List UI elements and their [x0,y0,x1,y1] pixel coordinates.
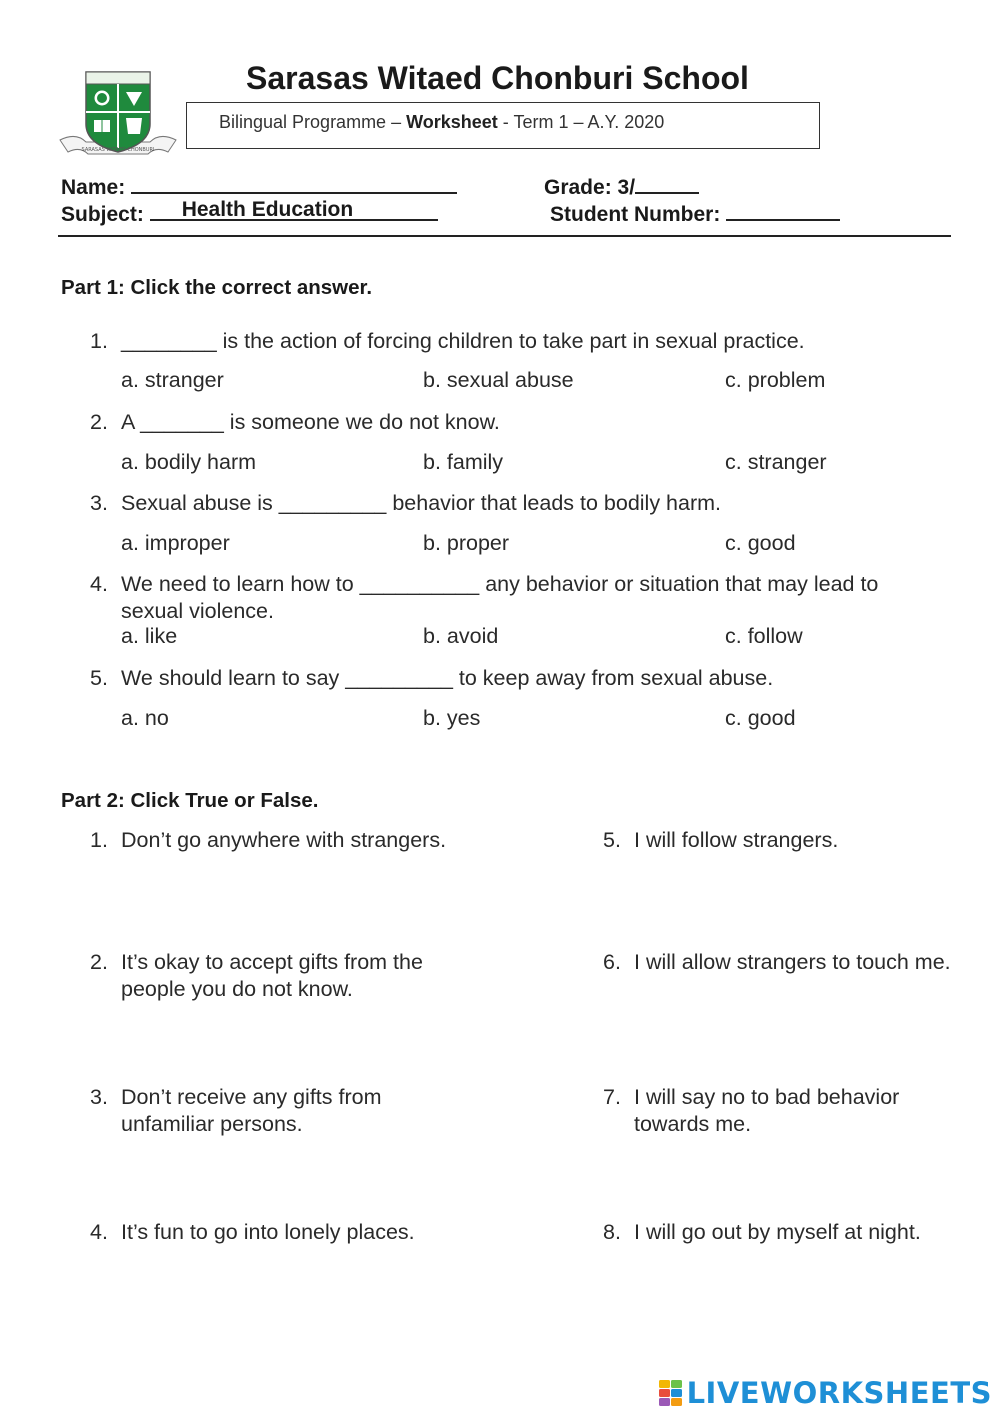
q1-option-b[interactable]: b. sexual abuse [423,368,574,392]
tf-statement-5 [603,827,953,887]
question-text: ________ is the action of forcing children to take part in sexual practice. [121,329,805,353]
tf-statement-2 [90,949,510,1009]
statement-number: 5. [603,828,621,852]
statement-text: I will allow strangers to touch me. [634,950,951,974]
student-number-row [550,199,840,227]
question-text: A _______ is someone we do not know. [121,410,500,434]
statement-number: 6. [603,950,621,974]
q4-option-b[interactable]: b. avoid [423,624,499,648]
tf-statement-3 [90,1084,510,1144]
grade-blank[interactable] [635,172,699,194]
q4-option-c[interactable]: c. follow [725,624,803,648]
subject-blank [150,199,438,221]
statement-text: I will say no to bad behavior towards me. [634,1085,900,1136]
q1-option-a[interactable]: a. stranger [121,368,224,392]
name-label: Name: [61,176,126,199]
statement-number: 3. [90,1085,108,1109]
name-blank[interactable] [131,172,457,194]
program-prefix: Bilingual Programme – [219,112,407,132]
school-logo [56,68,180,164]
program-suffix: - Term 1 – A.Y. 2020 [497,112,665,132]
statement-text: I will go out by myself at night. [634,1220,921,1244]
question-text: We should learn to say _________ to keep away from sexual abuse. [121,666,774,690]
liveworksheets-brand[interactable] [659,1376,992,1410]
part1-title: Part 1: Click the correct answer. [61,276,373,299]
question-number: 3. [90,491,108,515]
subject-label: Subject: [61,203,144,226]
statement-text: It’s okay to accept gifts from the people you do not know. [121,950,423,1001]
subject-row [61,199,438,227]
grade-label: Grade: 3/ [544,176,636,199]
school-title: Sarasas Witaed Chonburi School [246,60,749,96]
statement-text: Don’t receive any gifts from unfamiliar persons. [121,1085,382,1136]
statement-number: 7. [603,1085,621,1109]
statement-text: Don’t go anywhere with strangers. [121,828,447,852]
header-divider [58,235,951,237]
grade-row [544,172,699,200]
statement-number: 1. [90,828,108,852]
statement-number: 2. [90,950,108,974]
q5-option-c[interactable]: c. good [725,706,796,730]
part1-question-4 [90,571,950,625]
tf-statement-4 [90,1219,510,1279]
statement-text: It’s fun to go into lonely places. [121,1220,415,1244]
part2-title: Part 2: Click True or False. [61,789,319,812]
program-banner [186,102,820,149]
question-number: 4. [90,572,108,596]
question-number: 1. [90,329,108,353]
program-line [219,112,664,133]
q5-option-b[interactable]: b. yes [423,706,481,730]
student-number-blank[interactable] [726,199,840,221]
question-number: 2. [90,410,108,434]
statement-number: 8. [603,1220,621,1244]
q2-option-b[interactable]: b. family [423,450,504,474]
question-text: Sexual abuse is _________ behavior that leads to bodily harm. [121,491,722,515]
tf-statement-8 [603,1219,953,1279]
student-number-label: Student Number: [550,203,721,226]
statement-number: 4. [90,1220,108,1244]
tf-statement-7 [603,1084,953,1144]
liveworksheets-logo-icon [659,1380,683,1406]
logo-ribbon-text: SARASAS WITAED CHONBURI [81,147,155,153]
liveworksheets-text: LIVEWORKSHEETS [686,1376,992,1410]
program-worksheet: Worksheet [406,112,498,132]
q5-option-a[interactable]: a. no [121,706,169,730]
q3-option-c[interactable]: c. good [725,531,796,555]
question-number: 5. [90,666,108,690]
q3-option-b[interactable]: b. proper [423,531,510,555]
name-row [61,172,457,200]
q4-option-a[interactable]: a. like [121,624,178,648]
subject-value: Health Education [181,198,354,221]
statement-text: I will follow strangers. [634,828,839,852]
q3-option-a[interactable]: a. improper [121,531,230,555]
q2-option-a[interactable]: a. bodily harm [121,450,257,474]
tf-statement-1 [90,827,510,887]
question-text: We need to learn how to __________ any behavior or situation that may lead to sexual violence. [121,572,879,623]
q1-option-c[interactable]: c. problem [725,368,826,392]
tf-statement-6 [603,949,953,1009]
q2-option-c[interactable]: c. stranger [725,450,827,474]
